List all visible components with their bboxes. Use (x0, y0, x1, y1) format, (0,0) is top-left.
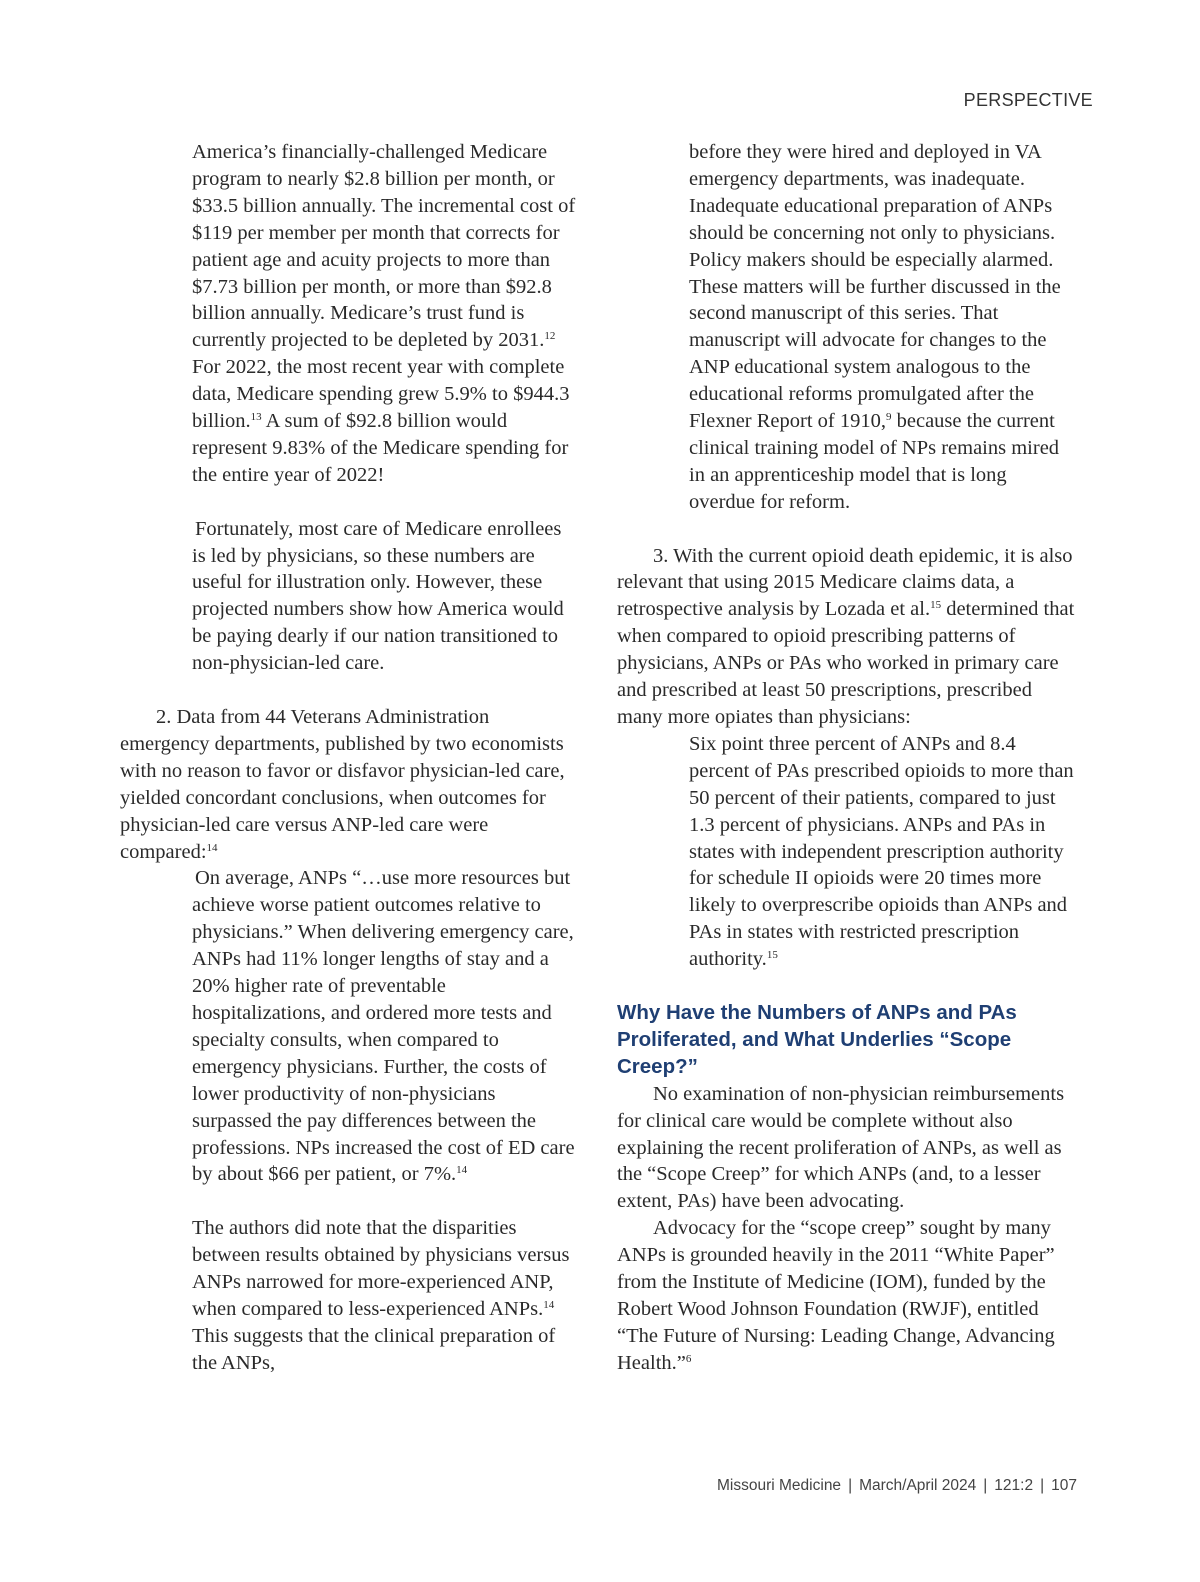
text: before they were hired and deployed in VA emergency departments, was inadequate. Inadequate educational preparation of ANPs should be concerning not only to physicians. Policy makers should be especially alarmed. These matters will be further discussed in the second manuscript of this series. That manuscript will advocate for changes to the ANP educational system analogous to the educational reforms promulgated after the Flexner Report of 1910, (689, 141, 1061, 433)
text: Advocacy for the “scope creep” sought by many ANPs is grounded heavily in the 2011 “White Paper” from the Institute of Medicine (IOM), funded by the Robert Wood Johnson Foundation (RWJF), entitled “The Future of Nursing: Leading Change, Advancing Health.” (617, 1217, 1055, 1374)
paragraph (120, 516, 580, 677)
paragraph (120, 139, 580, 489)
text: determined that when compared to opioid prescribing patterns of physicians, ANPs or PAs who worked in primary care and prescribed at least 50 prescriptions, prescribed many more opiates than physicians: (617, 598, 1075, 729)
reference-superscript: 14 (206, 841, 218, 854)
reference-superscript: 9 (886, 411, 892, 424)
text: This suggests that the clinical preparation of the ANPs, (192, 1324, 556, 1374)
text: 3. With the current opioid death epidemic, it is also relevant that using 2015 Medicare claims data, a retrospective analysis by Lozada et al. (617, 544, 1073, 621)
text: On average, ANPs “…use more resources but achieve worse patient outcomes relative to physicians.” When delivering emergency care, ANPs had 11% longer lengths of stay and a 20% higher rate of preventable hospitalizations, and ordered more tests and specialty consults, when compared to emergency physicians. Further, the costs of lower productivity of non-physicians surpassed the pay differences between the professions. NPs increased the cost of ED care by about $66 per patient, or 7%. (192, 867, 575, 1186)
paragraph (120, 704, 580, 865)
left-column (120, 139, 580, 1377)
reference-superscript: 14 (543, 1298, 555, 1311)
text: No examination of non-physician reimbursements for clinical care would be complete without also explaining the recent proliferation of ANPs, as well as the “Scope Creep” for which ANPs (and, to a lesser extent, PAs) have been advocating. (617, 1082, 1065, 1213)
page-number: 107 (1051, 1477, 1077, 1494)
right-column (617, 139, 1077, 1377)
reference-superscript: 6 (685, 1352, 692, 1365)
text: A sum of $92.8 billion would represent 9.83% of the Medicare spending for the entire year of 2022! (192, 410, 569, 486)
section-label: PERSPECTIVE (963, 90, 1093, 110)
separator: | (848, 1477, 853, 1494)
volume-number: 121:2 (994, 1477, 1034, 1494)
text: 2. Data from 44 Veterans Administration emergency departments, published by two economists with no reason to favor or disfavor physician-led care, yielded concordant conclusions, when outcomes for physician-led care versus ANP-led care were compared: (120, 706, 565, 863)
page-footer (717, 1477, 1077, 1495)
section-heading: Why Have the Numbers of ANPs and PAs Proliferated, and What Underlies “Scope Creep?” (617, 1000, 1017, 1078)
reference-superscript: 15 (766, 949, 778, 962)
separator: | (1040, 1477, 1045, 1494)
paragraph (617, 1215, 1077, 1376)
reference-superscript: 12 (544, 330, 556, 343)
reference-superscript: 14 (456, 1164, 468, 1177)
block-quote (120, 865, 580, 1188)
reference-superscript: 13 (250, 411, 262, 424)
reference-superscript: 15 (930, 599, 942, 612)
paragraph (617, 543, 1077, 731)
text: America’s financially-challenged Medicare program to nearly $2.8 billion per month, or $33.5 billion annually. The incremental cost of $119 per member per month that corrects for patient age and acuity projects to more than $7.73 billion per month, or more than $92.8 billion annually. Medicare’s trust fund is currently projected to be depleted by 2031. (192, 141, 576, 352)
text: The authors did note that the disparities between results obtained by physicians versus ANPs narrowed for more-experienced ANP, when compared to less-experienced ANPs. (192, 1217, 570, 1320)
paragraph (617, 1081, 1077, 1216)
block-quote (617, 731, 1077, 973)
paragraph (617, 139, 1077, 516)
text: because the current clinical training model of NPs remains mired in an apprenticeship model that is long overdue for reform. (689, 410, 1060, 513)
text: Six point three percent of ANPs and 8.4 percent of PAs prescribed opioids to more than 50 percent of their patients, compared to just 1.3 percent of physicians. ANPs and PAs in states with independent prescription authority for schedule II opioids were 20 times more likely to overprescribe opioids than ANPs and PAs in states with restricted prescription authority. (689, 732, 1074, 971)
paragraph (120, 1215, 580, 1376)
text: Fortunately, most care of Medicare enrollees is led by physicians, so these numbers are useful for illustration only. However, these projected numbers show how America would be paying dearly if our nation transitioned to non-physician-led care. (192, 517, 564, 675)
issue-date: March/April 2024 (859, 1477, 977, 1494)
separator: | (983, 1477, 988, 1494)
text: For 2022, the most recent year with complete data, Medicare spending grew 5.9% to $944.3 billion. (192, 356, 570, 433)
journal-name: Missouri Medicine (717, 1477, 842, 1494)
